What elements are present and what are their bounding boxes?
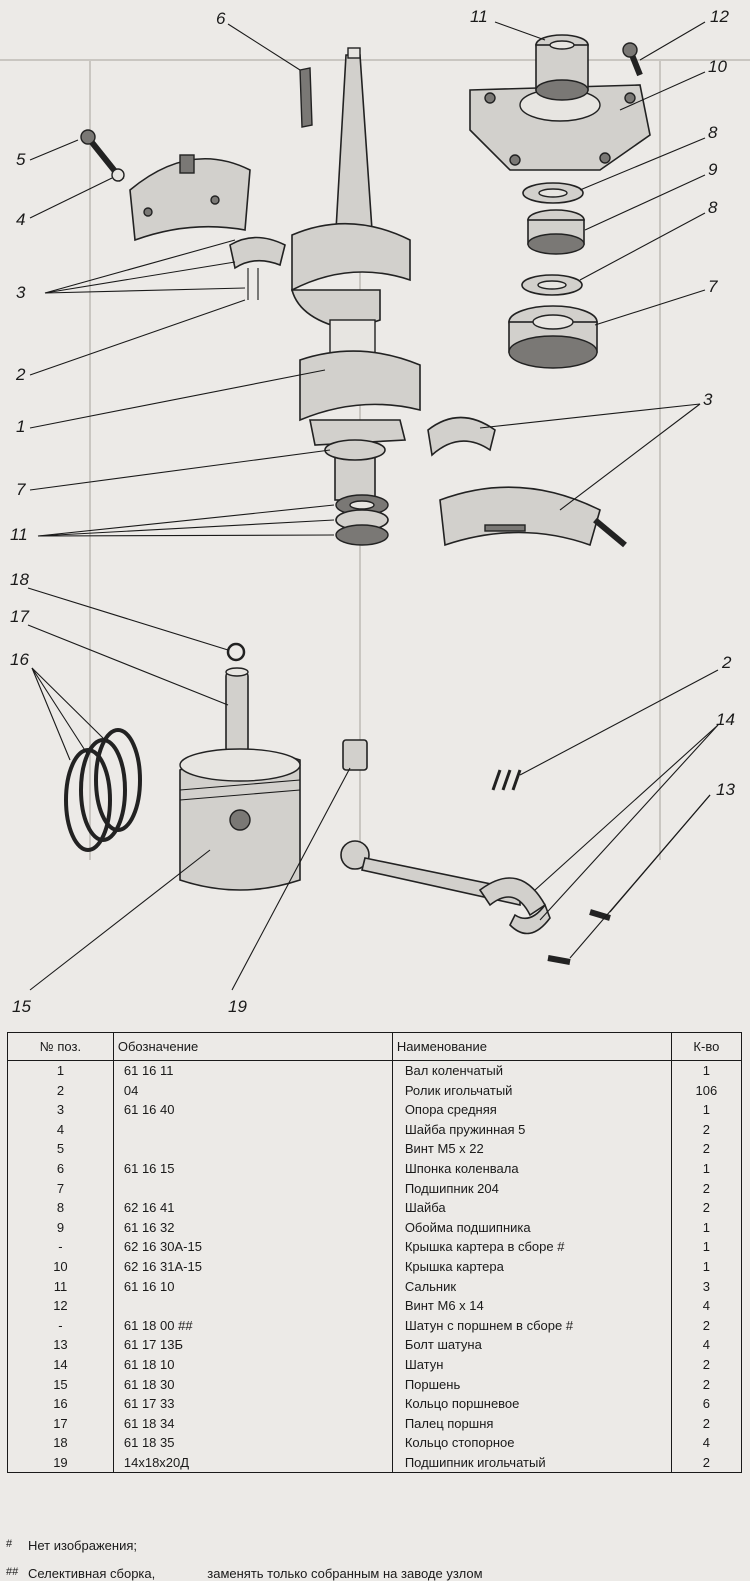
washer-upper-part	[523, 183, 583, 203]
table-row	[8, 1453, 742, 1473]
cell-name: Палец поршня	[392, 1414, 671, 1434]
cell-quantity: 1	[671, 1159, 741, 1179]
cell-name: Винт М6 х 14	[392, 1296, 671, 1316]
table-row	[8, 1433, 742, 1453]
cell-designation: 61 18 10	[113, 1355, 392, 1375]
cell-name: Подшипник 204	[392, 1179, 671, 1199]
cell-position: 2	[8, 1081, 114, 1101]
cell-position: 3	[8, 1100, 114, 1120]
table-row	[8, 1061, 742, 1081]
middle-support-right-part	[440, 487, 600, 545]
bearing-race-part	[528, 210, 584, 254]
cell-name: Ролик игольчатый	[392, 1081, 671, 1101]
table-row	[8, 1355, 742, 1375]
table-row	[8, 1159, 742, 1179]
footnote-selective-assembly	[6, 1566, 483, 1581]
needle-cage-left-part	[230, 238, 285, 301]
header-position: № поз.	[8, 1033, 114, 1061]
cell-designation	[113, 1296, 392, 1316]
cell-position: 11	[8, 1277, 114, 1297]
cell-quantity: 2	[671, 1414, 741, 1434]
table-row	[8, 1335, 742, 1355]
parts-table-header	[8, 1033, 742, 1061]
cell-quantity: 2	[671, 1139, 741, 1159]
cell-designation	[113, 1139, 392, 1159]
parts-table	[7, 1032, 742, 1473]
cell-name: Кольцо стопорное	[392, 1433, 671, 1453]
cell-quantity: 1	[671, 1257, 741, 1277]
piston-rings-part	[66, 730, 140, 850]
table-row	[8, 1120, 742, 1140]
circlip-part	[228, 644, 244, 660]
table-row	[8, 1218, 742, 1238]
cell-position: 13	[8, 1335, 114, 1355]
cell-quantity: 2	[671, 1198, 741, 1218]
cell-name: Подшипник игольчатый	[392, 1453, 671, 1473]
needle-cage-right-part	[428, 418, 495, 456]
cell-name: Сальник	[392, 1277, 671, 1297]
cell-designation: 14х18х20Д	[113, 1453, 392, 1473]
cell-position: 12	[8, 1296, 114, 1316]
cell-position: 18	[8, 1433, 114, 1453]
cell-position: 17	[8, 1414, 114, 1434]
table-row	[8, 1414, 742, 1434]
cell-name: Шайба	[392, 1198, 671, 1218]
callout-2-right: 2	[722, 653, 732, 672]
cell-position: 1	[8, 1061, 114, 1081]
callout-2-left: 2	[16, 365, 26, 384]
callout-8-lower: 8	[708, 198, 718, 217]
callout-9: 9	[708, 160, 718, 179]
cell-designation: 61 18 35	[113, 1433, 392, 1453]
cell-designation: 04	[113, 1081, 392, 1101]
table-row	[8, 1296, 742, 1316]
cell-quantity: 2	[671, 1120, 741, 1140]
table-row	[8, 1179, 742, 1199]
table-row	[8, 1139, 742, 1159]
cell-position: 4	[8, 1120, 114, 1140]
cell-name: Винт М5 х 22	[392, 1139, 671, 1159]
cell-position: 15	[8, 1375, 114, 1395]
connecting-rod-part	[341, 841, 550, 934]
oil-seal-stack-part	[336, 495, 388, 545]
cell-quantity: 4	[671, 1296, 741, 1316]
cell-name: Шпонка коленвала	[392, 1159, 671, 1179]
crankshaft-key-part	[300, 68, 312, 127]
cell-position: 5	[8, 1139, 114, 1159]
footnote-no-image	[6, 1538, 137, 1553]
cell-quantity: 2	[671, 1355, 741, 1375]
cell-name: Кольцо поршневое	[392, 1394, 671, 1414]
callout-1: 1	[16, 417, 26, 436]
parts-table-body	[8, 1061, 742, 1473]
cell-quantity: 2	[671, 1179, 741, 1199]
cell-name: Крышка картера	[392, 1257, 671, 1277]
middle-support-left-part	[130, 155, 250, 240]
cell-designation: 61 16 32	[113, 1218, 392, 1238]
cell-position: 16	[8, 1394, 114, 1414]
needle-bearing-part	[343, 740, 367, 770]
callout-10: 10	[708, 57, 727, 76]
cell-designation: 62 16 31А-15	[113, 1257, 392, 1277]
cell-designation: 61 16 40	[113, 1100, 392, 1120]
callout-14: 14	[716, 710, 735, 729]
cell-position: 19	[8, 1453, 114, 1473]
cell-position: -	[8, 1237, 114, 1257]
cell-quantity: 1	[671, 1218, 741, 1238]
header-quantity: К-во	[671, 1033, 741, 1061]
table-row	[8, 1237, 742, 1257]
cell-name: Обойма подшипника	[392, 1218, 671, 1238]
table-row	[8, 1375, 742, 1395]
cell-designation: 61 16 10	[113, 1277, 392, 1297]
callout-3-left: 3	[16, 283, 26, 302]
table-row	[8, 1394, 742, 1414]
cell-position: 8	[8, 1198, 114, 1218]
cell-position: 9	[8, 1218, 114, 1238]
cell-position: 6	[8, 1159, 114, 1179]
cell-position: 14	[8, 1355, 114, 1375]
cell-designation: 62 16 30А-15	[113, 1237, 392, 1257]
table-row	[8, 1316, 742, 1336]
callout-11-top: 11	[470, 7, 488, 26]
callout-12: 12	[710, 7, 729, 26]
table-row	[8, 1100, 742, 1120]
needle-rollers-part	[493, 770, 520, 790]
cell-position: 10	[8, 1257, 114, 1277]
cell-quantity: 2	[671, 1375, 741, 1395]
cell-quantity: 6	[671, 1394, 741, 1414]
cell-quantity: 1	[671, 1100, 741, 1120]
callout-16: 16	[10, 650, 29, 669]
cell-designation: 61 16 15	[113, 1159, 392, 1179]
callout-13: 13	[716, 780, 735, 799]
callout-11-left: 11	[10, 525, 28, 544]
cell-quantity: 3	[671, 1277, 741, 1297]
ball-bearing-crank-part	[325, 440, 385, 460]
callout-18: 18	[10, 570, 29, 589]
cell-quantity: 2	[671, 1316, 741, 1336]
table-row	[8, 1277, 742, 1297]
spring-washer-part	[112, 169, 124, 181]
cell-quantity: 1	[671, 1061, 741, 1081]
cell-designation: 61 18 00 ##	[113, 1316, 392, 1336]
screw-m5-right-part	[595, 520, 625, 545]
footnote-mark: #	[6, 1538, 13, 1550]
cell-designation: 62 16 41	[113, 1198, 392, 1218]
callout-8-upper: 8	[708, 123, 718, 142]
cell-name: Шатун с поршнем в сборе #	[392, 1316, 671, 1336]
footnote-text: заменять только собранным на заводе узлом	[207, 1566, 483, 1581]
header-name: Наименование	[392, 1033, 671, 1061]
cell-position: -	[8, 1316, 114, 1336]
cover-seal-part	[536, 35, 588, 100]
cell-designation: 61 18 34	[113, 1414, 392, 1434]
callout-17: 17	[10, 607, 29, 626]
cell-designation	[113, 1120, 392, 1140]
table-row	[8, 1198, 742, 1218]
ball-bearing-part	[509, 306, 597, 368]
callout-7-right: 7	[708, 277, 718, 296]
cell-name: Крышка картера в сборе #	[392, 1237, 671, 1257]
cell-name: Вал коленчатый	[392, 1061, 671, 1081]
rod-bolts-part	[548, 912, 610, 962]
cell-quantity: 4	[671, 1433, 741, 1453]
cell-name: Поршень	[392, 1375, 671, 1395]
cell-name: Опора средняя	[392, 1100, 671, 1120]
callout-15: 15	[12, 997, 31, 1016]
cell-position: 7	[8, 1179, 114, 1199]
table-row	[8, 1081, 742, 1101]
piston-pin-part	[226, 668, 248, 752]
cell-quantity: 1	[671, 1237, 741, 1257]
callout-5: 5	[16, 150, 26, 169]
cell-name: Шатун	[392, 1355, 671, 1375]
washer-lower-part	[522, 275, 582, 295]
cell-designation: 61 16 11	[113, 1061, 392, 1081]
cell-name: Болт шатуна	[392, 1335, 671, 1355]
callout-4: 4	[16, 210, 26, 229]
header-designation: Обозначение	[113, 1033, 392, 1061]
cell-designation: 61 17 33	[113, 1394, 392, 1414]
footnote-mark: ##	[6, 1566, 19, 1578]
cell-quantity: 4	[671, 1335, 741, 1355]
footnote-text: Нет изображения;	[28, 1538, 137, 1553]
cell-quantity: 106	[671, 1081, 741, 1101]
callout-19: 19	[228, 997, 247, 1016]
callout-6: 6	[216, 9, 226, 28]
footnote-text: Селективная сборка,	[28, 1566, 156, 1581]
cell-designation: 61 18 30	[113, 1375, 392, 1395]
cell-name: Шайба пружинная 5	[392, 1120, 671, 1140]
callout-7-left: 7	[16, 480, 26, 499]
cell-designation: 61 17 13Б	[113, 1335, 392, 1355]
table-row	[8, 1257, 742, 1277]
piston-part	[180, 749, 300, 890]
cell-designation	[113, 1179, 392, 1199]
cell-quantity: 2	[671, 1453, 741, 1473]
callout-3-right: 3	[703, 390, 713, 409]
